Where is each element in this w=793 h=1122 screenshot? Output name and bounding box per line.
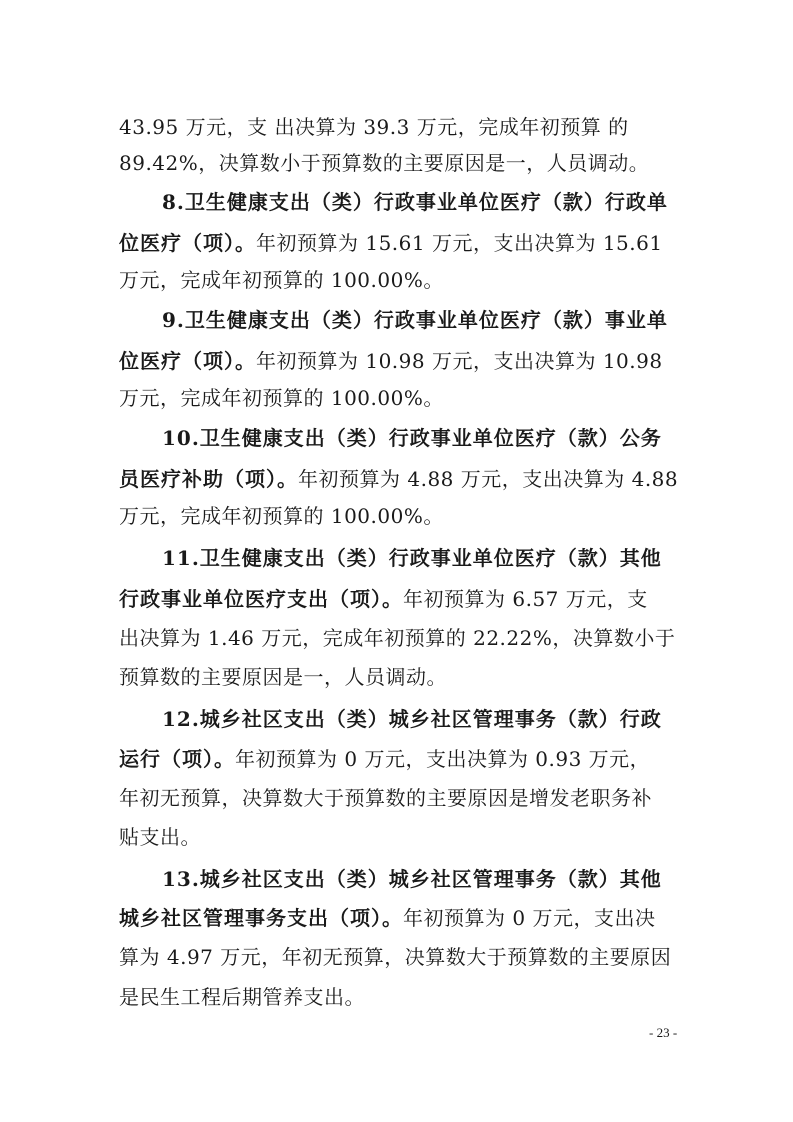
text-line: 预算数的主要原因是一，人员调动。: [119, 665, 447, 689]
text-line: [119, 467, 678, 491]
text-line: [119, 587, 648, 611]
text-line: 89.42%，决算数小于预算数的主要原因是一，人员调动。: [119, 151, 650, 175]
section-heading-tail: 行政事业单位医疗支出（项）。: [119, 587, 403, 611]
text-line: 万元，完成年初预算的 100.00%。: [119, 268, 444, 292]
section-heading: 9.卫生健康支出（类）行政事业单位医疗（款）事业单: [162, 308, 668, 332]
text-span: 年初预算为 0 万元，支出决: [403, 906, 656, 930]
text-line: 年初无预算，决算数大于预算数的主要原因是增发老职务补: [119, 786, 652, 810]
section-heading-tail: 运行（项）。: [119, 747, 235, 771]
text-line: 万元，完成年初预算的 100.00%。: [119, 504, 444, 528]
text-line: 43.95 万元，支 出决算为 39.3 万元，完成年初预算 的: [119, 115, 629, 139]
text-span: 年初预算为 6.57 万元，支: [403, 587, 648, 611]
text-line: [119, 747, 650, 771]
section-heading-tail: 位医疗（项）。: [119, 349, 256, 373]
text-line: [119, 231, 663, 255]
text-span: 年初预算为 10.98 万元，支出决算为 10.98: [256, 349, 663, 373]
text-line: 算为 4.97 万元，年初无预算，决算数大于预算数的主要原因: [119, 945, 672, 969]
section-heading-tail: 城乡社区管理事务支出（项）。: [119, 906, 403, 930]
section-heading-tail: 位医疗（项）。: [119, 231, 256, 255]
text-line: [119, 349, 663, 373]
text-line: 万元，完成年初预算的 100.00%。: [119, 386, 444, 410]
section-heading-tail: 员医疗补助（项）。: [119, 467, 298, 491]
section-heading: 10.卫生健康支出（类）行政事业单位医疗（款）公务: [162, 426, 662, 450]
text-span: 年初预算为 15.61 万元，支出决算为 15.61: [256, 231, 663, 255]
text-line: [119, 906, 655, 930]
text-line: 出决算为 1.46 万元，完成年初预算的 22.22%，决算数小于: [119, 626, 676, 650]
section-heading: 11.卫生健康支出（类）行政事业单位医疗（款）其他: [162, 546, 662, 570]
section-heading: 8.卫生健康支出（类）行政事业单位医疗（款）行政单: [162, 190, 668, 214]
page-number: - 23 -: [649, 1025, 678, 1040]
section-heading: 13.城乡社区支出（类）城乡社区管理事务（款）其他: [162, 867, 662, 891]
section-heading: 12.城乡社区支出（类）城乡社区管理事务（款）行政: [162, 707, 662, 731]
text-span: 年初预算为 0 万元，支出决算为 0.93 万元，: [235, 747, 651, 771]
text-span: 年初预算为 4.88 万元，支出决算为 4.88: [298, 467, 679, 491]
text-line: 贴支出。: [119, 825, 201, 849]
text-line: 是民生工程后期管养支出。: [119, 985, 365, 1009]
